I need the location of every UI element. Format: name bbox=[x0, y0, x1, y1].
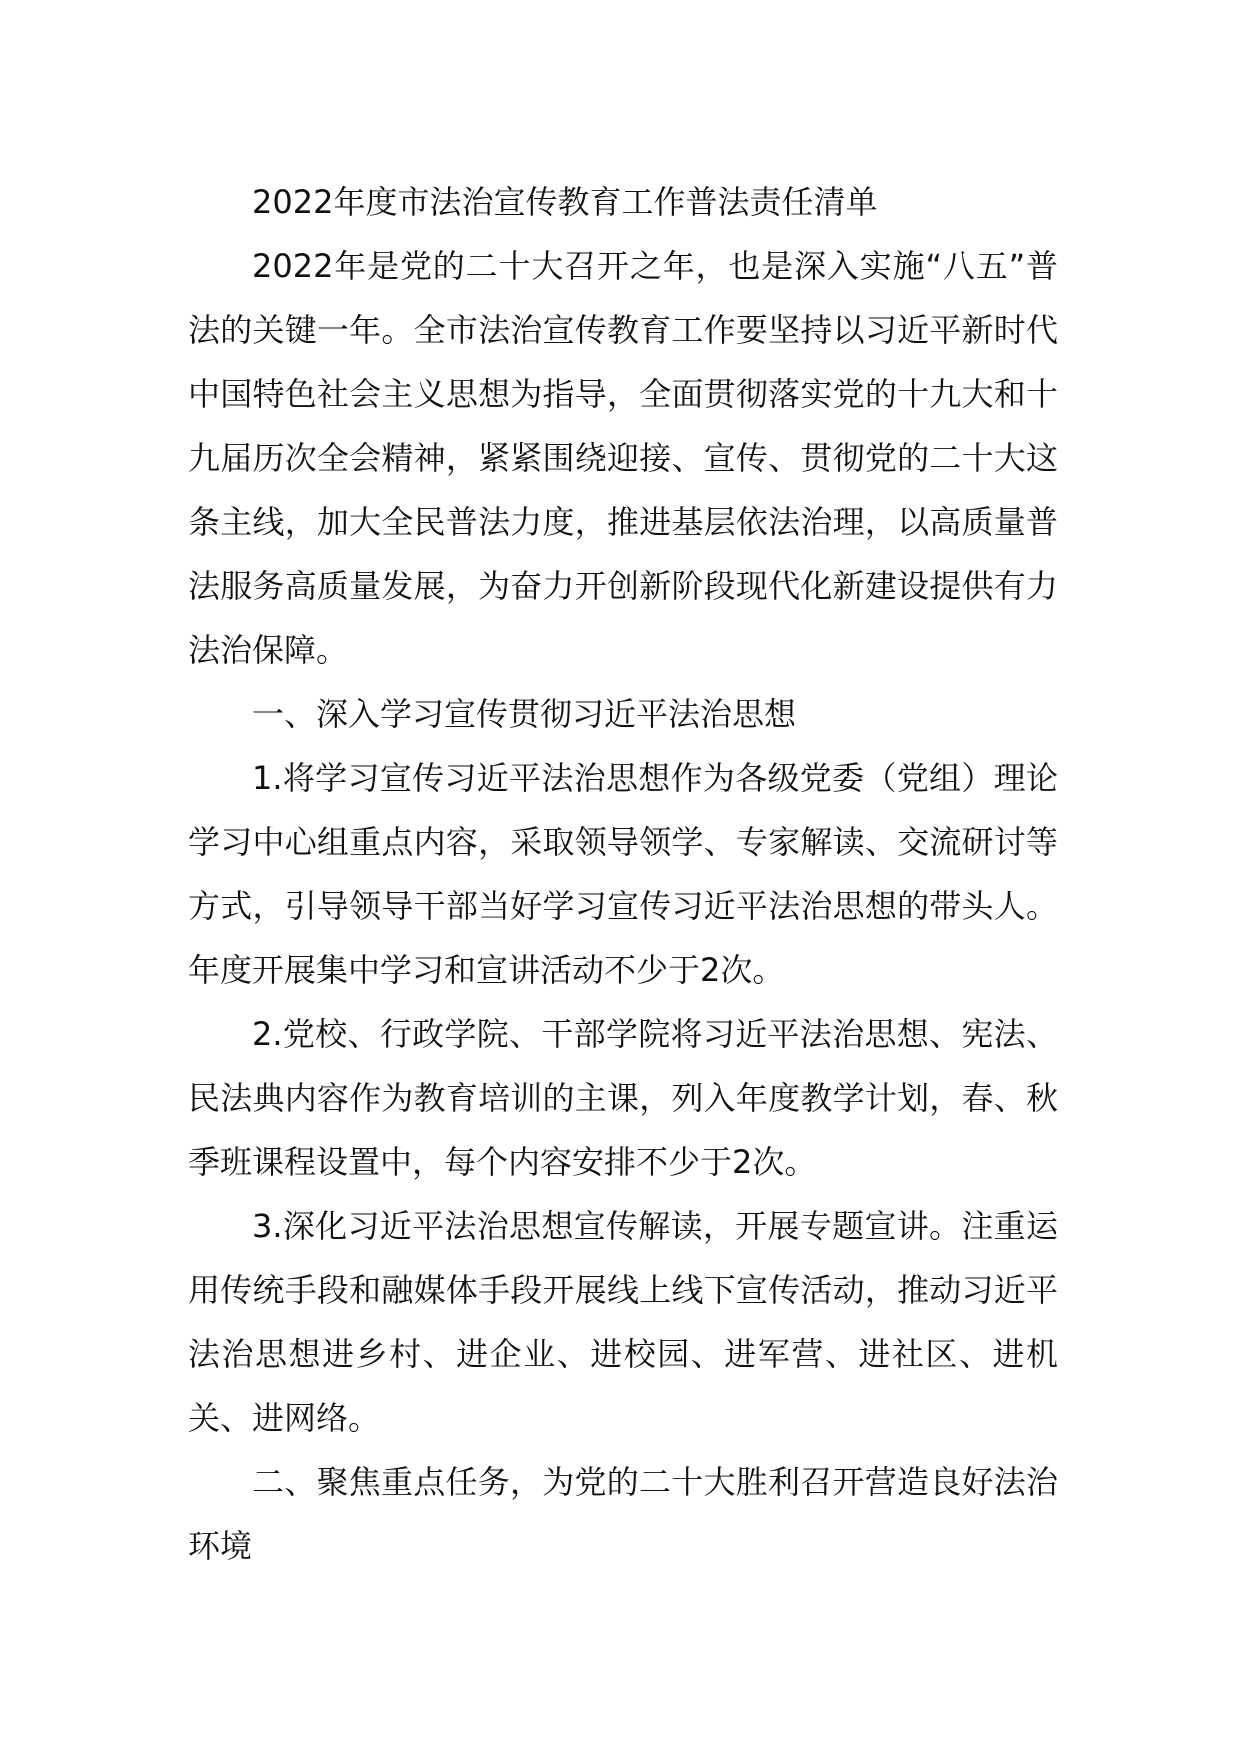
section-heading-1: 一、深入学习宣传贯彻习近平法治思想 bbox=[252, 695, 797, 733]
list-item-2: 2.党校、行政学院、干部学院将习近平法治思想、宪法、民法典内容作为教育培训的主课，列入年度教学计划，春、秋季班课程设置中，每个内容安排不少于2次。 bbox=[188, 1015, 1058, 1181]
document-body bbox=[188, 170, 1058, 1578]
section-heading-2: 二、聚焦重点任务，为党的二十大胜利召开营造良好法治环境 bbox=[188, 1463, 1058, 1565]
intro-paragraph: 2022年是党的二十大召开之年，也是深入实施“八五”普法的关键一年。全市法治宣传教育工作要坚持以习近平新时代中国特色社会主义思想为指导，全面贯彻落实党的十九大和十九届历次全会精神，紧紧围绕迎接、宣传、贯彻党的二十大这条主线，加大全民普法力度，推进基层依法治理，以高质量普法服务高质量发展，为奋力开创新阶段现代化新建设提供有力法治保障。 bbox=[188, 247, 1058, 669]
list-item-3: 3.深化习近平法治思想宣传解读，开展专题宣讲。注重运用传统手段和融媒体手段开展线上线下宣传活动，推动习近平法治思想进乡村、进企业、进校园、进军营、进社区、进机关、进网络。 bbox=[188, 1207, 1058, 1437]
list-item-1: 1.将学习宣传习近平法治思想作为各级党委（党组）理论学习中心组重点内容，采取领导领学、专家解读、交流研讨等方式，引导领导干部当好学习宣传习近平法治思想的带头人。年度开展集中学习和宣讲活动不少于2次。 bbox=[188, 759, 1058, 989]
document-title: 2022年度市法治宣传教育工作普法责任清单 bbox=[252, 183, 878, 221]
